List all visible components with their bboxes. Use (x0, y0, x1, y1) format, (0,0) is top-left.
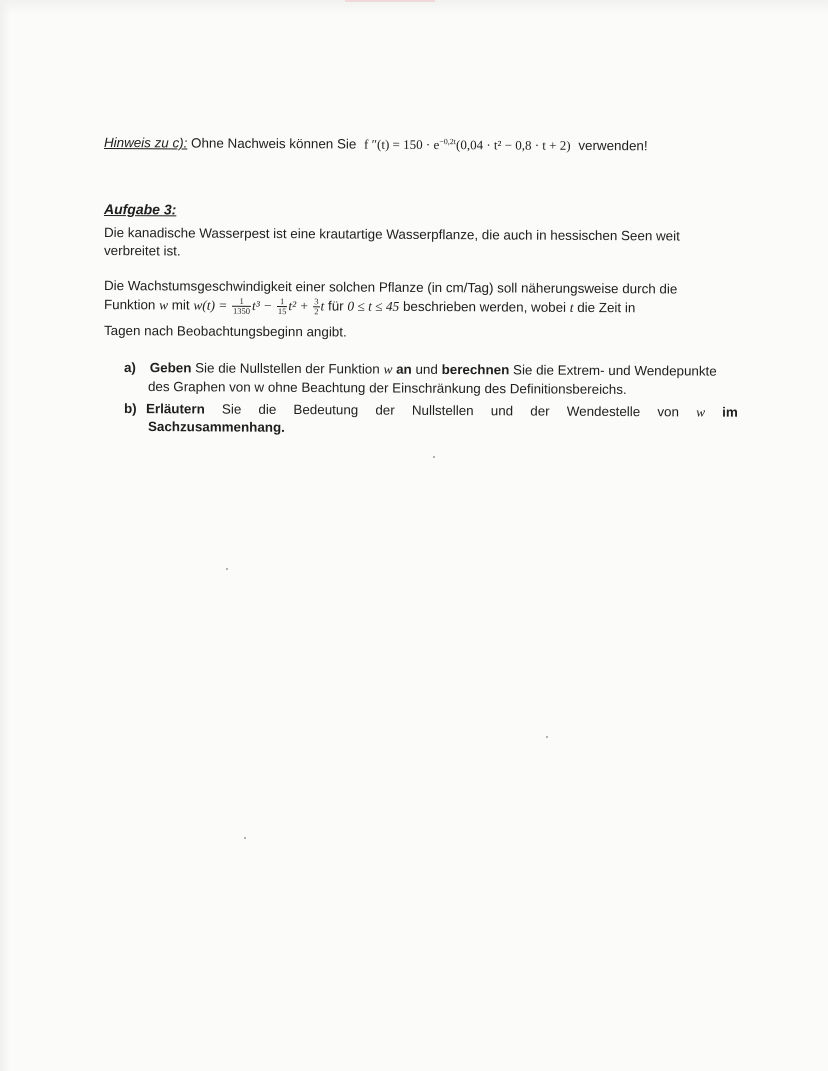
item-b-word-w: w (696, 404, 706, 420)
item-b-word-erlaeutern: Erläutern (145, 401, 205, 417)
item-b-word-der: der (375, 402, 395, 418)
desc-text-funktion: Funktion (103, 297, 156, 313)
scan-speck (244, 837, 246, 839)
desc-w: w (159, 297, 169, 313)
desc-line-3: Tagen nach Beobachtungsbeginn angibt. (103, 323, 347, 340)
task-heading: Aufgabe 3: (103, 201, 177, 218)
fraction-2 (277, 297, 288, 316)
desc-text-fuer: für (327, 298, 344, 314)
item-b-word-von: von (657, 404, 680, 420)
item-a-und: und (415, 361, 438, 377)
hint-label: Hinweis zu c): (103, 135, 188, 151)
scan-speck (546, 736, 548, 738)
hint-line (104, 135, 648, 154)
item-a-verb-berechnen: berechnen (441, 361, 510, 378)
desc-text-mit: mit (171, 297, 190, 313)
fraction-1 (232, 297, 251, 316)
hint-formula (364, 137, 571, 153)
item-a-text-1: Sie die Nullstellen der Funktion (195, 360, 380, 377)
fraction-3 (313, 297, 319, 316)
scan-mark (345, 0, 435, 2)
fraction-1-denominator: 1350 (233, 305, 251, 316)
scan-speck (226, 568, 228, 570)
intro-line-1: Die kanadische Wasserpest ist eine krautartige Wasserpflanze, die auch in hessischen Seen weit (103, 225, 680, 244)
item-a-line-2: des Graphen von w ohne Beachtung der Einschränkung des Definitionsbereichs. (147, 379, 627, 397)
fraction-2-numerator: 1 (277, 297, 288, 307)
desc-line-1: Die Wachstumsgeschwindigkeit einer solchen Pflanze (in cm/Tag) soll näherungsweise durch die (103, 278, 678, 297)
item-b-word-sie: Sie (221, 401, 242, 417)
item-a-text-2: Sie die Extrem- und Wendepunkte (512, 362, 717, 379)
term-1: t³ − (252, 297, 273, 314)
fraction-2-denominator: 15 (277, 306, 287, 317)
item-b-word-die: die (258, 401, 277, 417)
desc-w-of-t: w(t) = (193, 297, 228, 313)
fraction-3-numerator: 3 (314, 296, 319, 307)
item-a-line-1 (124, 360, 717, 380)
desc-t: t (569, 299, 574, 315)
hint-formula-exponent: −0,2t (439, 137, 457, 147)
fraction-1-numerator: 1 (232, 297, 251, 307)
item-b-line-2: Sachzusammenhang. (147, 419, 285, 435)
desc-text-beschrieben: beschrieben werden, wobei (402, 298, 567, 315)
desc-domain: 0 ≤ t ≤ 45 (347, 298, 400, 314)
item-b-line-1 (124, 401, 738, 421)
fraction-3-denominator: 2 (314, 306, 319, 317)
hint-prefix: Ohne Nachweis können Sie (191, 135, 357, 152)
item-b-word-nullstellen: Nullstellen (411, 402, 474, 419)
hint-formula-main: f ″(t) = 150 · e (364, 136, 440, 153)
item-a-verb-geben: Geben (149, 360, 192, 376)
desc-text-zeit: die Zeit in (577, 299, 636, 316)
term-2: t² + (288, 298, 309, 314)
item-b-label: b) (123, 401, 137, 417)
page-edge-top (0, 0, 828, 14)
item-b-lead (124, 401, 205, 417)
intro-line-2: verbreitet ist. (103, 243, 181, 259)
term-3: t (320, 298, 325, 314)
item-a-label: a) (123, 360, 136, 376)
desc-line-2 (104, 296, 635, 318)
item-b-word-der-2: der (530, 403, 550, 419)
item-b-word-wendestelle: Wendestelle (566, 403, 641, 420)
item-b-word-im: im (722, 404, 738, 420)
scan-speck (433, 456, 435, 458)
hint-formula-rest: (0,04 · t² − 0,8 · t + 2) (455, 137, 571, 153)
item-a-verb-an: an (396, 361, 412, 377)
item-b-word-bedeutung: Bedeutung (293, 402, 359, 418)
item-b-word-und: und (490, 403, 514, 419)
item-a-w: w (383, 361, 393, 377)
page-edge-left (0, 0, 10, 1071)
hint-suffix: verwenden! (578, 137, 648, 154)
